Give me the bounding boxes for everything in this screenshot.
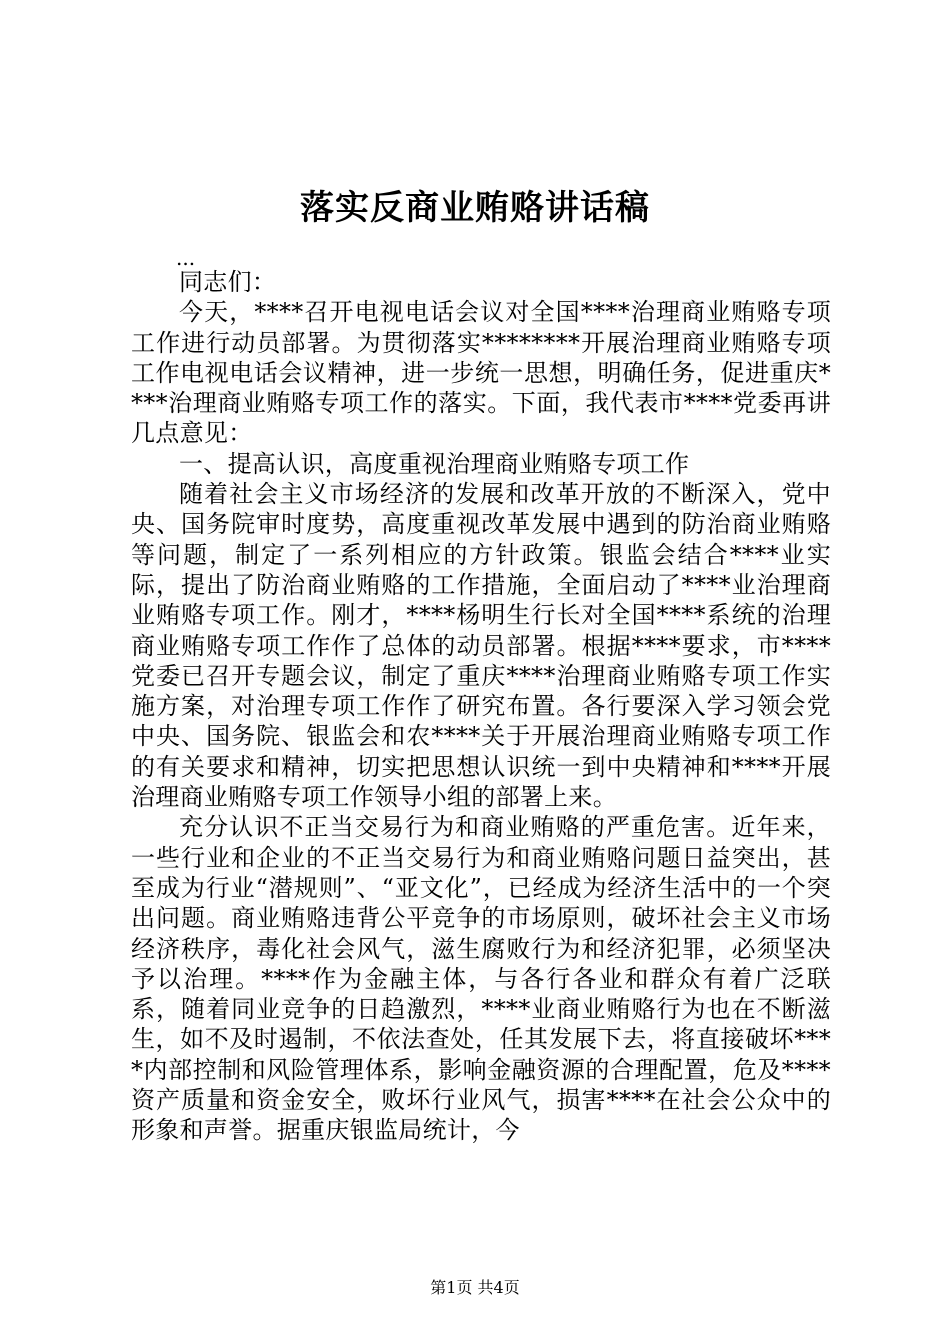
intro-paragraph: 今天，****召开电视电话会议对全国****治理商业贿赂专项工作进行动员部署。为贯彻落实********开展治理商业贿赂专项工作电视电话会议精神，进一步统一思想，明确任务，促进重庆****治理商业贿赂专项工作的落实。下面，我代表市****党委再讲几点意见： xyxy=(131,298,831,448)
body-paragraph: 随着社会主义市场经济的发展和改革开放的不断深入，党中央、国务院审时度势，高度重视改革发展中遇到的防治商业贿赂等问题，制定了一系列相应的方针政策。银监会结合****业实际，提出了防治商业贿赂的工作措施，全面启动了****业治理商业贿赂专项工作。刚才，****杨明生行长对全国****系统的治理商业贿赂专项工作作了总体的动员部署。根据****要求，市****党委已召开专题会议，制定了重庆****治理商业贿赂专项工作实施方案，对治理专项工作作了研究布置。各行要深入学习领会党中央、国务院、银监会和农****关于开展治理商业贿赂专项工作的有关要求和精神，切实把思想认识统一到中央精神和****开展治理商业贿赂专项工作领导小组的部署上来。 xyxy=(131,480,831,812)
section-heading: 一、提高认识，高度重视治理商业贿赂专项工作 xyxy=(179,449,690,478)
salutation-paragraph: 同志们： xyxy=(179,268,277,296)
body-paragraph: 充分认识不正当交易行为和商业贿赂的严重危害。近年来，一些行业和企业的不正当交易行为和商业贿赂问题日益突出，甚至成为行业“潜规则”、“亚文化”，已经成为经济生活中的一个突出问题。商业贿赂违背公平竞争的市场原则，破坏社会主义市场经济秩序，毒化社会风气，滋生腐败行为和经济犯罪，必须坚决予以治理。****作为金融主体，与各行各业和群众有着广泛联系，随着同业竞争的日趋激烈，****业商业贿赂行为也在不断滋生，如不及时遏制，不依法查处，任其发展下去，将直接破坏****内部控制和风险管理体系，影响金融资源的合理配置，危及****资产质量和资金安全，败坏行业风气，损害****在社会公众中的形象和声誉。据重庆银监局统计，今 xyxy=(131,813,831,1145)
ellipsis-text: ... xyxy=(176,246,196,270)
document-body xyxy=(131,267,831,1146)
page-number-footer: 第1页 共4页 xyxy=(430,1278,520,1297)
document-title: 落实反商业贿赂讲话稿 xyxy=(300,188,650,228)
